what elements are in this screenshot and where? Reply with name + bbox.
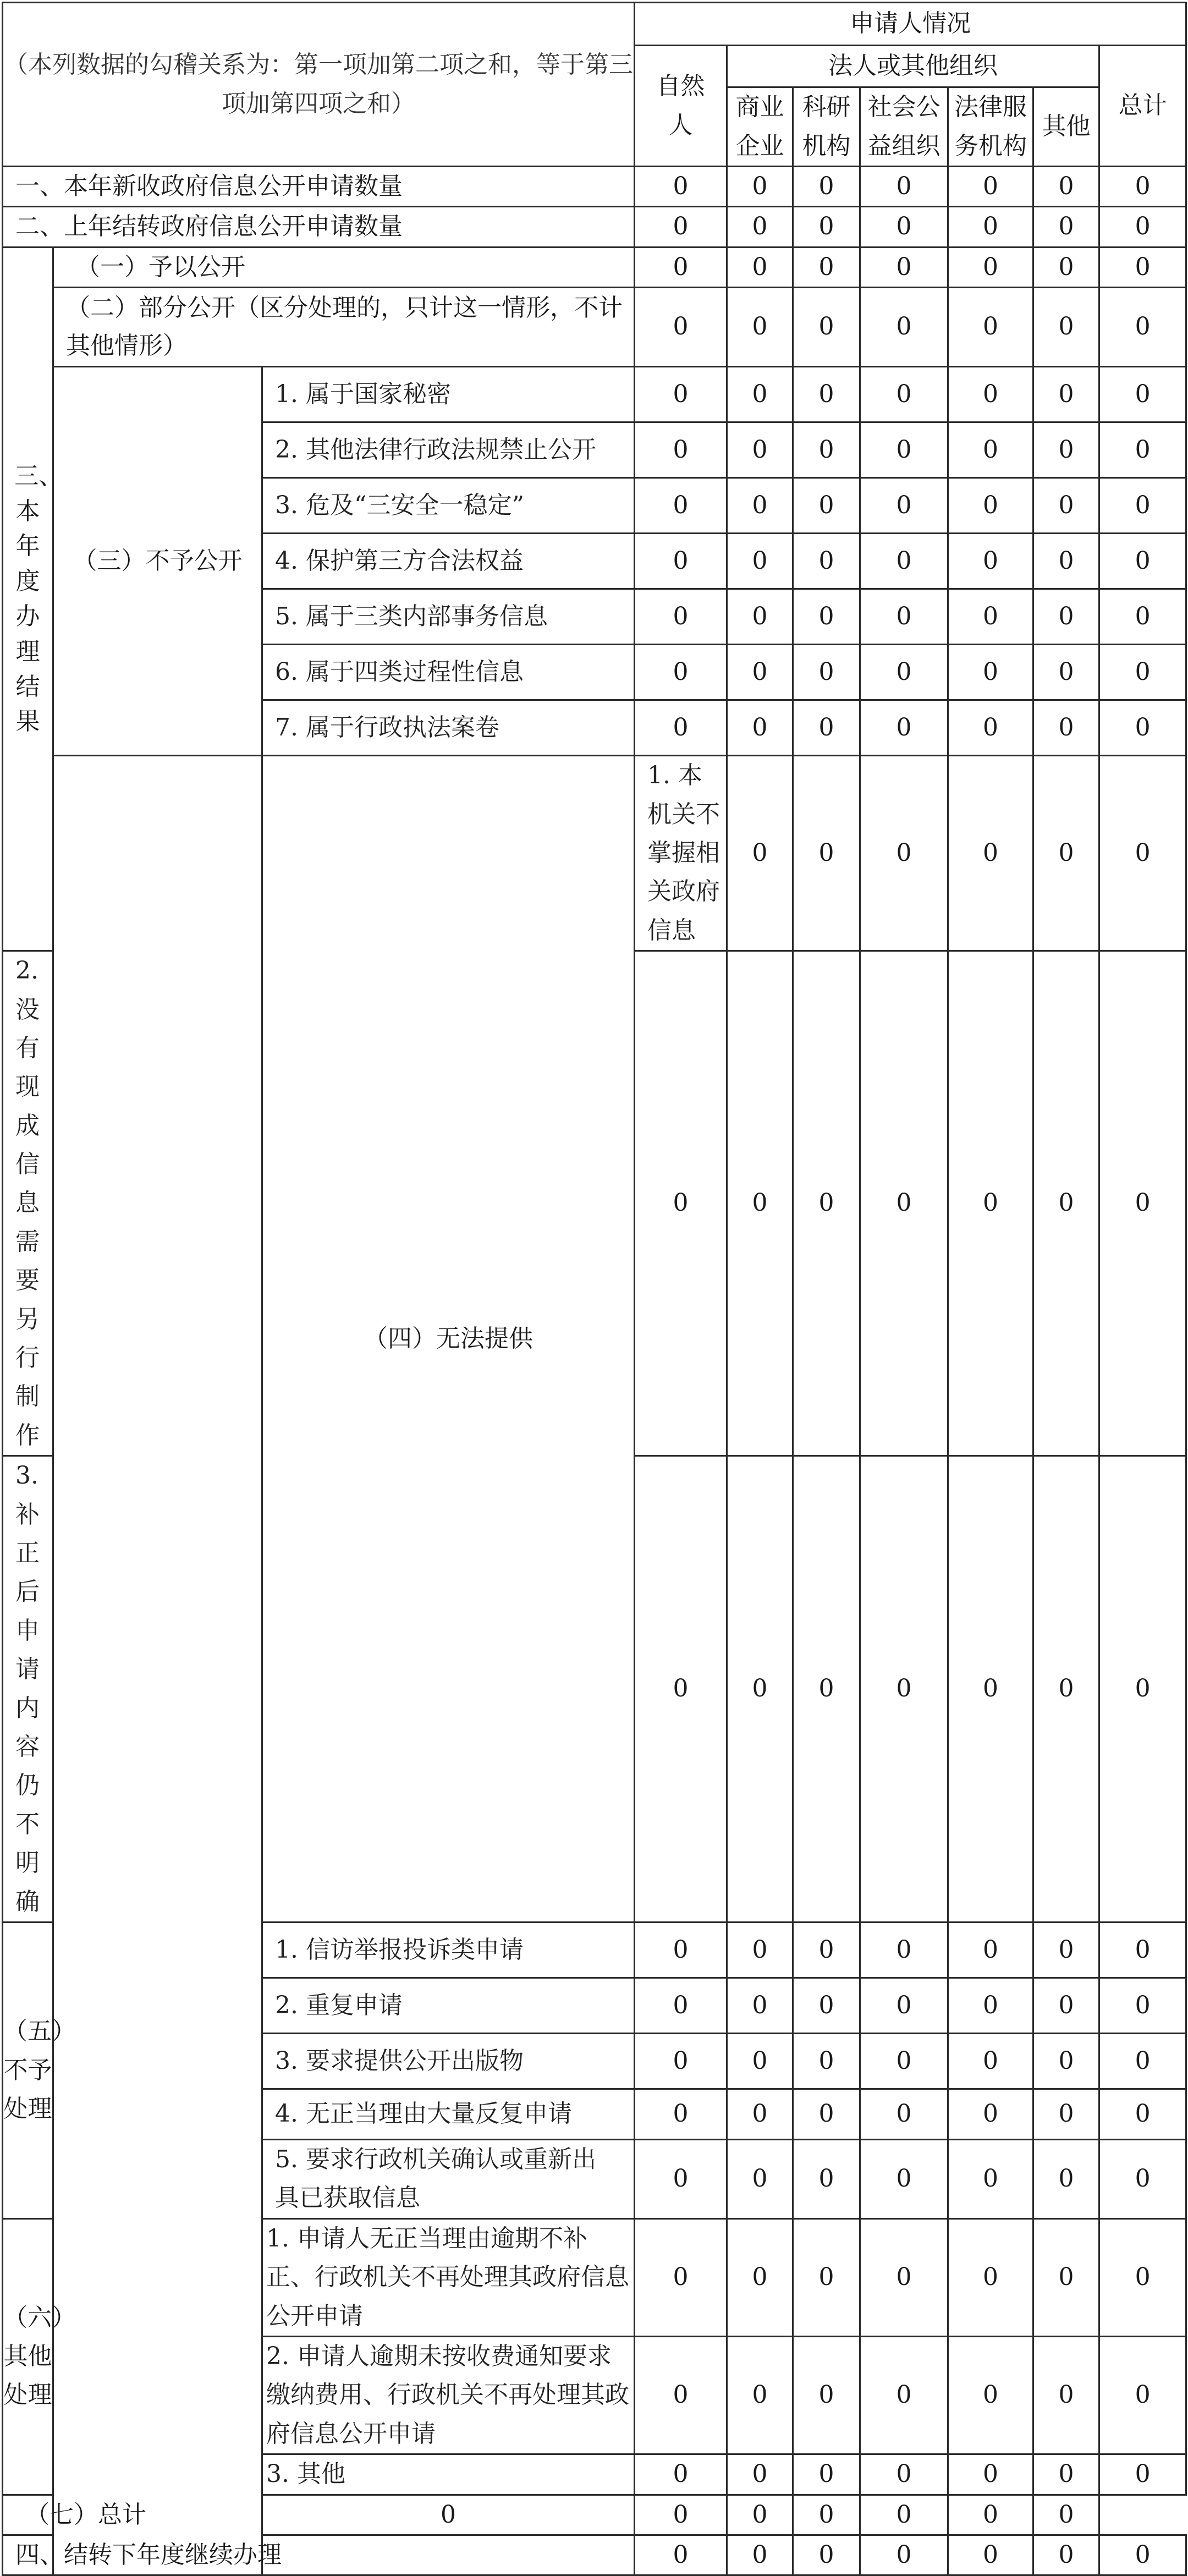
cell-value: 0 xyxy=(793,951,860,1456)
header-research: 科研机构 xyxy=(793,87,860,167)
cell-value: 0 xyxy=(793,367,860,422)
not-process-item: 3. 要求提供公开出版物 xyxy=(262,2033,635,2089)
cell-value: 0 xyxy=(1033,2033,1099,2089)
cell-value: 0 xyxy=(727,2089,793,2139)
table-row xyxy=(3,756,1186,951)
cell-value: 0 xyxy=(635,422,727,478)
cell-value: 0 xyxy=(860,1922,948,1978)
cell-value: 0 xyxy=(635,2033,727,2089)
cell-value: 0 xyxy=(727,2218,793,2336)
row-label-cannot-provide: （四）无法提供 xyxy=(262,756,635,1923)
cell-value: 0 xyxy=(1033,422,1099,478)
cell-value: 0 xyxy=(1099,2337,1186,2454)
cell-value: 0 xyxy=(1099,645,1186,700)
cell-value: 0 xyxy=(1033,2454,1099,2495)
cell-value: 0 xyxy=(1033,1978,1099,2033)
cell-value: 0 xyxy=(1099,2454,1186,2495)
cell-value: 0 xyxy=(1033,534,1099,589)
cell-value: 0 xyxy=(1033,167,1099,207)
not-process-item: 5. 要求行政机关确认或重新出具已获取信息 xyxy=(262,2139,635,2218)
cell-value: 0 xyxy=(727,534,793,589)
cell-value: 0 xyxy=(860,167,948,207)
cell-value: 0 xyxy=(1033,207,1099,247)
not-process-item: 1. 信访举报投诉类申请 xyxy=(262,1922,635,1978)
cell-value: 0 xyxy=(1099,478,1186,534)
cell-value: 0 xyxy=(1033,2139,1099,2218)
cell-value: 0 xyxy=(793,1922,860,1978)
cell-value: 0 xyxy=(1099,1456,1186,1923)
other-process-item: 1. 申请人无正当理由逾期不补正、行政机关不再处理其政府信息公开申请 xyxy=(262,2218,635,2336)
cell-value: 0 xyxy=(727,756,793,951)
cell-value: 0 xyxy=(860,951,948,1456)
cell-value: 0 xyxy=(793,288,860,367)
cell-value: 0 xyxy=(948,1978,1033,2033)
not-process-item: 4. 无正当理由大量反复申请 xyxy=(262,2089,635,2139)
row-label-not-open: （三）不予公开 xyxy=(53,367,262,756)
cell-value: 0 xyxy=(1033,2218,1099,2336)
header-note: （本列数据的勾稽关系为：第一项加第二项之和，等于第三项加第四项之和） xyxy=(3,3,635,167)
cannot-provide-item: 1. 本机关不掌握相关政府信息 xyxy=(635,756,727,951)
cell-value: 0 xyxy=(1099,247,1186,287)
cell-value: 0 xyxy=(948,367,1033,422)
cell-value: 0 xyxy=(948,167,1033,207)
cell-value: 0 xyxy=(727,589,793,645)
cell-value: 0 xyxy=(1099,367,1186,422)
cell-value: 0 xyxy=(793,2535,860,2575)
cell-value: 0 xyxy=(635,2139,727,2218)
cell-value: 0 xyxy=(793,247,860,287)
cell-value: 0 xyxy=(860,2218,948,2336)
cannot-provide-item: 2. 没有现成信息需要另行制作 xyxy=(3,951,53,1456)
cell-value: 0 xyxy=(635,700,727,756)
cell-value: 0 xyxy=(948,700,1033,756)
cell-value: 0 xyxy=(860,422,948,478)
cell-value: 0 xyxy=(860,700,948,756)
cell-value: 0 xyxy=(860,247,948,287)
cell-value: 0 xyxy=(635,645,727,700)
table-row xyxy=(3,247,1186,287)
header-natural-person: 自然人 xyxy=(635,46,727,167)
cell-value: 0 xyxy=(635,534,727,589)
cell-value: 0 xyxy=(1033,247,1099,287)
header-legal-group: 法人或其他组织 xyxy=(727,46,1099,87)
cell-value: 0 xyxy=(1033,951,1099,1456)
cell-value: 0 xyxy=(727,2139,793,2218)
cell-value: 0 xyxy=(948,478,1033,534)
not-open-item: 3. 危及“三安全一稳定” xyxy=(262,478,635,534)
cell-value: 0 xyxy=(1033,1922,1099,1978)
cell-value: 0 xyxy=(727,478,793,534)
cell-value: 0 xyxy=(727,207,793,247)
table-row xyxy=(3,2535,1186,2575)
not-open-item: 7. 属于行政执法案卷 xyxy=(262,700,635,756)
cell-value: 0 xyxy=(727,167,793,207)
table-row xyxy=(3,2495,1186,2535)
cell-value: 0 xyxy=(948,2089,1033,2139)
cell-value: 0 xyxy=(860,645,948,700)
cell-value: 0 xyxy=(635,1922,727,1978)
row-label-new-requests: 一、本年新收政府信息公开申请数量 xyxy=(3,167,635,207)
cell-value: 0 xyxy=(793,1456,860,1923)
cell-value: 0 xyxy=(635,2495,727,2535)
cell-value: 0 xyxy=(1099,207,1186,247)
header-other: 其他 xyxy=(1033,87,1099,167)
cell-value: 0 xyxy=(793,2139,860,2218)
row-label-open-partial: （二）部分公开（区分处理的，只计这一情形，不计其他情形） xyxy=(53,288,635,367)
row-label-total: （七）总计 xyxy=(3,2495,262,2535)
cell-value: 0 xyxy=(860,589,948,645)
cell-value: 0 xyxy=(1099,700,1186,756)
cell-value: 0 xyxy=(793,589,860,645)
cell-value: 0 xyxy=(635,1456,727,1923)
cell-value: 0 xyxy=(948,534,1033,589)
cell-value: 0 xyxy=(1099,288,1186,367)
cell-value: 0 xyxy=(860,534,948,589)
cell-value: 0 xyxy=(793,700,860,756)
row-label-carry-next: 四、结转下年度继续办理 xyxy=(3,2535,635,2575)
other-process-item: 2. 申请人逾期未按收费通知要求缴纳费用、行政机关不再处理其政府信息公开申请 xyxy=(262,2337,635,2454)
cell-value: 0 xyxy=(727,422,793,478)
table-row xyxy=(3,167,1186,207)
cell-value: 0 xyxy=(948,1456,1033,1923)
cell-value: 0 xyxy=(860,1456,948,1923)
table-row xyxy=(3,207,1186,247)
header-public-welfare: 社会公益组织 xyxy=(860,87,948,167)
cell-value: 0 xyxy=(635,288,727,367)
cell-value: 0 xyxy=(727,367,793,422)
cell-value: 0 xyxy=(793,2033,860,2089)
table-row xyxy=(3,367,1186,422)
cell-value: 0 xyxy=(948,1922,1033,1978)
not-open-item: 6. 属于四类过程性信息 xyxy=(262,645,635,700)
cell-value: 0 xyxy=(793,645,860,700)
cell-value: 0 xyxy=(727,645,793,700)
cell-value: 0 xyxy=(948,2337,1033,2454)
cell-value: 0 xyxy=(262,2495,635,2535)
cell-value: 0 xyxy=(948,207,1033,247)
cell-value: 0 xyxy=(948,645,1033,700)
cell-value: 0 xyxy=(1099,167,1186,207)
cell-value: 0 xyxy=(635,2218,727,2336)
cell-value: 0 xyxy=(727,951,793,1456)
cell-value: 0 xyxy=(1033,2337,1099,2454)
cell-value: 0 xyxy=(948,951,1033,1456)
cell-value: 0 xyxy=(860,478,948,534)
cell-value: 0 xyxy=(1033,2089,1099,2139)
cell-value: 0 xyxy=(635,207,727,247)
cell-value: 0 xyxy=(1033,700,1099,756)
cell-value: 0 xyxy=(635,951,727,1456)
header-commercial: 商业企业 xyxy=(727,87,793,167)
cell-value: 0 xyxy=(948,422,1033,478)
cell-value: 0 xyxy=(860,2033,948,2089)
cell-value: 0 xyxy=(860,2139,948,2218)
cell-value: 0 xyxy=(860,2089,948,2139)
cell-value: 0 xyxy=(727,247,793,287)
cell-value: 0 xyxy=(948,2218,1033,2336)
cell-value: 0 xyxy=(1099,589,1186,645)
cell-value: 0 xyxy=(1033,288,1099,367)
cell-value: 0 xyxy=(727,2033,793,2089)
cell-value: 0 xyxy=(635,2337,727,2454)
cell-value: 0 xyxy=(727,288,793,367)
results-section-continuation xyxy=(53,756,262,2575)
cell-value: 0 xyxy=(1099,1978,1186,2033)
cell-value: 0 xyxy=(727,2454,793,2495)
cell-value: 0 xyxy=(793,2089,860,2139)
cell-value: 0 xyxy=(860,2454,948,2495)
results-section-title: 三、本年度办理结果 xyxy=(3,247,53,951)
other-process-item: 3. 其他 xyxy=(262,2454,635,2495)
cell-value: 0 xyxy=(948,247,1033,287)
cell-value: 0 xyxy=(1099,2033,1186,2089)
cell-value: 0 xyxy=(793,756,860,951)
cell-value: 0 xyxy=(948,2535,1033,2575)
cell-value: 0 xyxy=(1099,534,1186,589)
row-label-carried-over: 二、上年结转政府信息公开申请数量 xyxy=(3,207,635,247)
cell-value: 0 xyxy=(635,367,727,422)
cell-value: 0 xyxy=(635,2535,727,2575)
row-label-other-process: （六）其他处理 xyxy=(3,2218,53,2495)
table-row xyxy=(3,288,1186,367)
cell-value: 0 xyxy=(793,534,860,589)
cell-value: 0 xyxy=(1099,422,1186,478)
cell-value: 0 xyxy=(860,1978,948,2033)
cell-value: 0 xyxy=(635,1978,727,2033)
cell-value: 0 xyxy=(1033,589,1099,645)
cell-value: 0 xyxy=(793,2337,860,2454)
cell-value: 0 xyxy=(793,2218,860,2336)
cell-value: 0 xyxy=(1099,2218,1186,2336)
cell-value: 0 xyxy=(727,700,793,756)
cell-value: 0 xyxy=(1033,367,1099,422)
cell-value: 0 xyxy=(860,2495,948,2535)
cannot-provide-item: 3. 补正后申请内容仍不明确 xyxy=(3,1456,53,1923)
cell-value: 0 xyxy=(860,2337,948,2454)
cell-value: 0 xyxy=(727,1456,793,1923)
cell-value: 0 xyxy=(1099,756,1186,951)
cell-value: 0 xyxy=(1033,2495,1099,2535)
cell-value: 0 xyxy=(948,2033,1033,2089)
cell-value: 0 xyxy=(635,247,727,287)
disclosure-table xyxy=(2,2,1187,2576)
cell-value: 0 xyxy=(793,167,860,207)
cell-value: 0 xyxy=(948,2139,1033,2218)
cell-value: 0 xyxy=(793,422,860,478)
not-open-item: 5. 属于三类内部事务信息 xyxy=(262,589,635,645)
cell-value: 0 xyxy=(860,288,948,367)
cell-value: 0 xyxy=(727,1922,793,1978)
cell-value: 0 xyxy=(727,1978,793,2033)
cell-value: 0 xyxy=(793,207,860,247)
cell-value: 0 xyxy=(793,1978,860,2033)
cell-value: 0 xyxy=(635,2089,727,2139)
cell-value: 0 xyxy=(948,288,1033,367)
cell-value: 0 xyxy=(1099,2089,1186,2139)
cell-value: 0 xyxy=(1099,2139,1186,2218)
cell-value: 0 xyxy=(948,589,1033,645)
not-open-item: 1. 属于国家秘密 xyxy=(262,367,635,422)
header-legal-service: 法律服务机构 xyxy=(948,87,1033,167)
cell-value: 0 xyxy=(793,2495,860,2535)
cell-value: 0 xyxy=(635,167,727,207)
cell-value: 0 xyxy=(727,2535,793,2575)
cell-value: 0 xyxy=(860,2535,948,2575)
cell-value: 0 xyxy=(727,2337,793,2454)
header-applicant-situation: 申请人情况 xyxy=(635,3,1186,46)
cell-value: 0 xyxy=(860,367,948,422)
cell-value: 0 xyxy=(793,478,860,534)
cell-value: 0 xyxy=(1033,756,1099,951)
cell-value: 0 xyxy=(948,756,1033,951)
not-open-item: 2. 其他法律行政法规禁止公开 xyxy=(262,422,635,478)
cell-value: 0 xyxy=(793,2454,860,2495)
row-label-open-all: （一）予以公开 xyxy=(53,247,635,287)
cell-value: 0 xyxy=(860,756,948,951)
header-total: 总计 xyxy=(1099,46,1186,167)
cell-value: 0 xyxy=(1099,1922,1186,1978)
not-process-item: 2. 重复申请 xyxy=(262,1978,635,2033)
not-open-item: 4. 保护第三方合法权益 xyxy=(262,534,635,589)
cell-value: 0 xyxy=(1033,1456,1099,1923)
cell-value: 0 xyxy=(635,478,727,534)
cell-value: 0 xyxy=(1033,478,1099,534)
cell-value: 0 xyxy=(635,2454,727,2495)
cell-value: 0 xyxy=(948,2495,1033,2535)
cell-value: 0 xyxy=(1033,2535,1099,2575)
cell-value: 0 xyxy=(1099,951,1186,1456)
cell-value: 0 xyxy=(1033,645,1099,700)
cell-value: 0 xyxy=(635,589,727,645)
cell-value: 0 xyxy=(948,2454,1033,2495)
cell-value: 0 xyxy=(1099,2535,1186,2575)
row-label-not-process: （五）不予处理 xyxy=(3,1922,53,2218)
cell-value: 0 xyxy=(727,2495,793,2535)
cell-value: 0 xyxy=(860,207,948,247)
